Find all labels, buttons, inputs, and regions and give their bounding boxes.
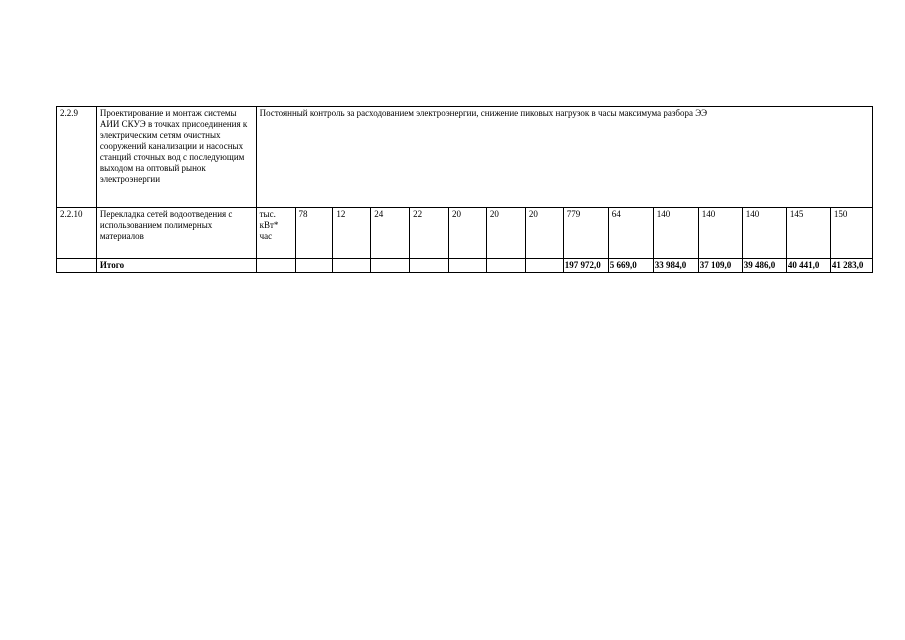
empty-cell bbox=[295, 259, 333, 273]
table-row bbox=[57, 107, 873, 208]
empty-cell bbox=[256, 259, 295, 273]
total-value: 40 441,0 bbox=[786, 259, 830, 273]
row-unit: тыс. кВт* час bbox=[256, 208, 295, 259]
empty-cell bbox=[486, 259, 525, 273]
value-cell: 20 bbox=[525, 208, 563, 259]
empty-cell bbox=[371, 259, 410, 273]
value-cell: 145 bbox=[786, 208, 830, 259]
total-label: Итого bbox=[96, 259, 256, 273]
row-number: 2.2.9 bbox=[57, 107, 97, 208]
value-cell: 24 bbox=[371, 208, 410, 259]
value-cell: 150 bbox=[830, 208, 872, 259]
row-description: Постоянный контроль за расходованием электроэнергии, снижение пиковых нагрузок в часы максимума разбора ЭЭ bbox=[256, 107, 872, 208]
value-cell: 12 bbox=[333, 208, 371, 259]
value-cell: 64 bbox=[608, 208, 653, 259]
value-cell: 779 bbox=[563, 208, 608, 259]
total-value: 5 669,0 bbox=[608, 259, 653, 273]
row-name: Перекладка сетей водоотведения с использованием полимерных материалов bbox=[96, 208, 256, 259]
total-value: 197 972,0 bbox=[563, 259, 608, 273]
total-value: 41 283,0 bbox=[830, 259, 872, 273]
row-number: 2.2.10 bbox=[57, 208, 97, 259]
value-cell: 20 bbox=[486, 208, 525, 259]
empty-cell bbox=[410, 259, 449, 273]
value-cell: 78 bbox=[295, 208, 333, 259]
empty-cell bbox=[525, 259, 563, 273]
total-value: 33 984,0 bbox=[653, 259, 698, 273]
empty-cell bbox=[449, 259, 487, 273]
value-cell: 140 bbox=[742, 208, 786, 259]
total-value: 39 486,0 bbox=[742, 259, 786, 273]
table-row bbox=[57, 208, 873, 259]
value-cell: 140 bbox=[653, 208, 698, 259]
value-cell: 22 bbox=[410, 208, 449, 259]
empty-cell bbox=[333, 259, 371, 273]
value-cell: 140 bbox=[698, 208, 742, 259]
value-cell: 20 bbox=[449, 208, 487, 259]
data-table bbox=[56, 106, 873, 273]
total-value: 37 109,0 bbox=[698, 259, 742, 273]
empty-cell bbox=[57, 259, 97, 273]
row-name: Проектирование и монтаж системы АИИ СКУЭ в точках присоединения к электрическим сетям очистных сооружений канализации и насосных станций сточных вод с последующим выходом на оптовый рынок электроэнергии bbox=[96, 107, 256, 208]
total-row bbox=[57, 259, 873, 273]
